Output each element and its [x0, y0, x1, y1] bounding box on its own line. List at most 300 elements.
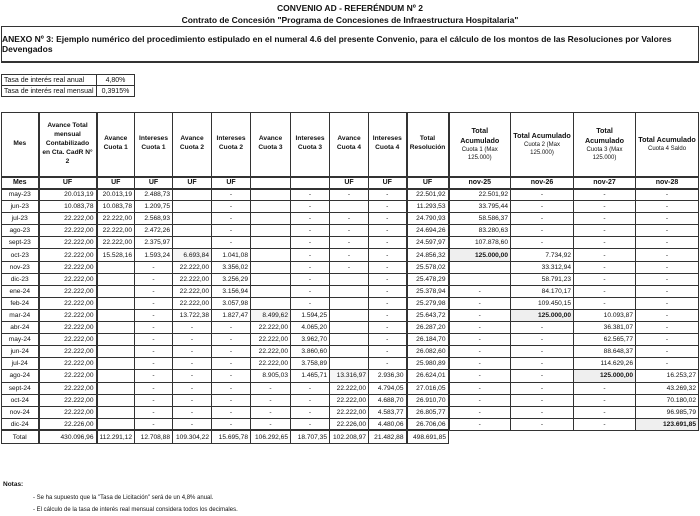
- unit-cell: UF: [39, 177, 97, 189]
- value-cell: 22.222,00: [330, 382, 369, 394]
- value-cell: 26.805,77: [407, 406, 449, 418]
- value-cell: -: [369, 213, 407, 225]
- table-row: [2, 237, 699, 249]
- annex-text: ANEXO Nº 3: Ejemplo numérico del procedimiento estipulado en el numeral 4.6 del presente Convenio, para el cálculo de los montos de las Resoluciones por Valores Devengados: [2, 34, 672, 54]
- value-cell: -: [449, 285, 511, 297]
- value-cell: 22.222,00: [251, 322, 291, 334]
- value-cell: 11.293,53: [407, 201, 449, 213]
- value-cell: -: [574, 285, 636, 297]
- value-cell: 8.499,62: [251, 309, 291, 321]
- column-header: [291, 113, 330, 177]
- value-cell: -: [291, 297, 330, 309]
- value-cell: 2.568,93: [135, 213, 173, 225]
- value-cell: [251, 201, 291, 213]
- value-cell: 24.694,26: [407, 225, 449, 237]
- value-cell: 22.222,00: [173, 285, 212, 297]
- value-cell: -: [330, 189, 369, 201]
- value-cell: 25.578,02: [407, 261, 449, 273]
- rate-row-monthly: [2, 86, 135, 97]
- total-value: 498.691,85: [407, 430, 449, 443]
- value-cell: 1.594,25: [291, 309, 330, 321]
- column-header-title: Mes: [13, 139, 27, 147]
- column-header-title: Avance Cuota 2: [179, 135, 205, 152]
- value-cell: -: [369, 261, 407, 273]
- value-cell: -: [636, 273, 699, 285]
- column-header-title: Avance Cuota 4: [336, 135, 362, 152]
- value-cell: 3.156,94: [212, 285, 251, 297]
- value-cell: 2.375,97: [135, 237, 173, 249]
- unit-cell: nov-26: [511, 177, 574, 189]
- column-header-title: Intereses Cuota 1: [139, 135, 168, 152]
- value-cell: 22.226,00: [330, 418, 369, 430]
- value-cell: 3.758,89: [291, 358, 330, 370]
- value-cell: -: [330, 249, 369, 261]
- value-cell: -: [574, 382, 636, 394]
- column-header-title: Intereses Cuota 3: [295, 135, 325, 152]
- value-cell: -: [511, 346, 574, 358]
- document-title: CONVENIO AD - REFERÉNDUM Nº 2: [277, 3, 423, 13]
- value-cell: -: [511, 394, 574, 406]
- table-row: [2, 201, 699, 213]
- table-row: [2, 418, 699, 430]
- value-cell: -: [636, 249, 699, 261]
- value-cell: -: [135, 358, 173, 370]
- value-cell: [251, 297, 291, 309]
- value-cell: -: [636, 334, 699, 346]
- value-cell: -: [369, 358, 407, 370]
- value-cell: 20.013,19: [97, 189, 135, 201]
- value-cell: [97, 334, 135, 346]
- value-cell: 22.222,00: [39, 273, 97, 285]
- rate-value: 0,3915%: [97, 86, 135, 97]
- value-cell: -: [291, 418, 330, 430]
- value-cell: -: [251, 418, 291, 430]
- value-cell: 62.565,77: [574, 334, 636, 346]
- month-cell: oct-23: [2, 249, 39, 261]
- value-cell: -: [135, 346, 173, 358]
- value-cell: -: [636, 322, 699, 334]
- value-cell: 1.827,47: [212, 309, 251, 321]
- value-cell: -: [173, 358, 212, 370]
- value-cell: -: [369, 322, 407, 334]
- value-cell: [97, 285, 135, 297]
- value-cell: -: [135, 322, 173, 334]
- total-value: 109.304,22: [173, 430, 212, 443]
- month-cell: abr-24: [2, 322, 39, 334]
- value-cell: 3.057,98: [212, 297, 251, 309]
- value-cell: -: [212, 370, 251, 382]
- value-cell: 25.378,94: [407, 285, 449, 297]
- value-cell: 26.706,06: [407, 418, 449, 430]
- value-cell: -: [636, 285, 699, 297]
- value-cell: 3.356,02: [212, 261, 251, 273]
- column-header: [2, 113, 39, 177]
- value-cell: [97, 261, 135, 273]
- column-header: [39, 113, 97, 177]
- value-cell: -: [212, 406, 251, 418]
- value-cell: 33.795,44: [449, 201, 511, 213]
- column-header: [135, 113, 173, 177]
- empty-cell: [574, 430, 636, 443]
- table-row: [2, 346, 699, 358]
- value-cell: 22.222,00: [330, 394, 369, 406]
- column-header: [369, 113, 407, 177]
- value-cell: 43.269,32: [636, 382, 699, 394]
- value-cell: -: [291, 237, 330, 249]
- empty-cell: [511, 430, 574, 443]
- column-header-title: Total Acumulado: [584, 126, 625, 146]
- unit-cell: UF: [212, 177, 251, 189]
- value-cell: 22.222,00: [39, 225, 97, 237]
- value-cell: -: [574, 418, 636, 430]
- value-cell: -: [330, 237, 369, 249]
- month-cell: oct-24: [2, 394, 39, 406]
- value-cell: -: [135, 370, 173, 382]
- value-cell: -: [511, 322, 574, 334]
- value-cell: 25.980,89: [407, 358, 449, 370]
- column-header-title: Avance Cuota 3: [258, 135, 283, 152]
- unit-cell: UF: [135, 177, 173, 189]
- column-header-title: Total Acumulado: [513, 131, 571, 141]
- value-cell: [97, 382, 135, 394]
- month-cell: sept-23: [2, 237, 39, 249]
- empty-cell: [449, 430, 511, 443]
- month-cell: nov-24: [2, 406, 39, 418]
- unit-cell: UF: [173, 177, 212, 189]
- value-cell: [173, 225, 212, 237]
- value-cell: -: [369, 273, 407, 285]
- unit-cell: UF: [369, 177, 407, 189]
- month-cell: sept-24: [2, 382, 39, 394]
- month-cell: may-23: [2, 189, 39, 201]
- value-cell: -: [291, 394, 330, 406]
- value-cell: 10.093,87: [574, 309, 636, 321]
- value-cell: -: [212, 346, 251, 358]
- value-cell: -: [511, 189, 574, 201]
- value-cell: 24.856,32: [407, 249, 449, 261]
- value-cell: [449, 273, 511, 285]
- value-cell: [330, 334, 369, 346]
- document-subtitle: Contrato de Concesión "Programa de Concesiones de Infraestructura Hospitalaria": [181, 15, 519, 25]
- value-cell: 4.794,05: [369, 382, 407, 394]
- value-cell: [97, 358, 135, 370]
- value-cell: -: [574, 249, 636, 261]
- value-cell: -: [173, 346, 212, 358]
- unit-cell: nov-28: [636, 177, 699, 189]
- value-cell: 10.083,78: [39, 201, 97, 213]
- value-cell: [251, 213, 291, 225]
- value-cell: 22.222,00: [39, 346, 97, 358]
- value-cell: [449, 261, 511, 273]
- value-cell: -: [251, 406, 291, 418]
- value-cell: 26.082,60: [407, 346, 449, 358]
- rate-row-annual: [2, 75, 135, 86]
- value-cell: -: [574, 297, 636, 309]
- value-cell: 125.000,00: [574, 370, 636, 382]
- value-cell: 10.083,78: [97, 201, 135, 213]
- total-value: 12.708,88: [135, 430, 173, 443]
- value-cell: -: [449, 309, 511, 321]
- value-cell: -: [291, 213, 330, 225]
- value-cell: [330, 309, 369, 321]
- value-cell: -: [135, 418, 173, 430]
- table-row: [2, 382, 699, 394]
- column-header: [449, 113, 511, 177]
- month-cell: jul-23: [2, 213, 39, 225]
- value-cell: -: [449, 406, 511, 418]
- value-cell: -: [449, 382, 511, 394]
- value-cell: [251, 225, 291, 237]
- value-cell: 84.170,17: [511, 285, 574, 297]
- value-cell: -: [330, 213, 369, 225]
- column-header-title: Total Resolución: [409, 135, 446, 152]
- value-cell: 22.222,00: [97, 213, 135, 225]
- value-cell: 22.222,00: [251, 334, 291, 346]
- value-cell: 96.985,79: [636, 406, 699, 418]
- units-row: [2, 177, 699, 189]
- value-cell: [173, 237, 212, 249]
- value-cell: -: [369, 285, 407, 297]
- value-cell: -: [212, 213, 251, 225]
- unit-cell: nov-25: [449, 177, 511, 189]
- table-row: [2, 285, 699, 297]
- value-cell: [251, 273, 291, 285]
- unit-cell: UF: [330, 177, 369, 189]
- value-cell: 4.688,70: [369, 394, 407, 406]
- value-cell: -: [511, 201, 574, 213]
- value-cell: 6.693,84: [173, 249, 212, 261]
- total-label: Total: [2, 430, 39, 443]
- value-cell: 24.597,97: [407, 237, 449, 249]
- value-cell: -: [369, 249, 407, 261]
- value-cell: 4.065,20: [291, 322, 330, 334]
- value-cell: -: [636, 309, 699, 321]
- value-cell: -: [369, 309, 407, 321]
- value-cell: -: [636, 201, 699, 213]
- value-cell: -: [135, 394, 173, 406]
- value-cell: -: [636, 213, 699, 225]
- value-cell: 107.878,60: [449, 237, 511, 249]
- value-cell: 22.222,00: [39, 261, 97, 273]
- value-cell: 25.478,29: [407, 273, 449, 285]
- value-cell: -: [636, 237, 699, 249]
- month-cell: may-24: [2, 334, 39, 346]
- table-row: [2, 370, 699, 382]
- note-item: - Se ha supuesto que la "Tasa de Licitación" será de un 4,8% anual.: [33, 495, 214, 501]
- column-header: [511, 113, 574, 177]
- unit-cell: Mes: [2, 177, 39, 189]
- value-cell: 22.222,00: [330, 406, 369, 418]
- value-cell: -: [212, 189, 251, 201]
- value-cell: 22.222,00: [251, 346, 291, 358]
- month-cell: mar-24: [2, 309, 39, 321]
- total-value: 21.482,88: [369, 430, 407, 443]
- value-cell: -: [449, 370, 511, 382]
- month-cell: dic-24: [2, 418, 39, 430]
- value-cell: -: [574, 394, 636, 406]
- value-cell: 22.222,00: [173, 261, 212, 273]
- value-cell: 26.624,01: [407, 370, 449, 382]
- unit-cell: [251, 177, 291, 189]
- value-cell: 125.000,00: [511, 309, 574, 321]
- value-cell: 22.501,92: [407, 189, 449, 201]
- value-cell: 22.222,00: [39, 358, 97, 370]
- value-cell: -: [173, 370, 212, 382]
- value-cell: [330, 322, 369, 334]
- month-cell: jun-24: [2, 346, 39, 358]
- value-cell: -: [212, 382, 251, 394]
- column-header-title: Intereses Cuota 4: [372, 135, 402, 152]
- value-cell: 3.256,29: [212, 273, 251, 285]
- column-header-title: Avance Total mensual Contabilizado en Cta. CadR N° 2: [42, 122, 93, 165]
- column-header-subtitle: Cuota 1 (Max 125.000): [461, 146, 498, 161]
- value-cell: 4.480,06: [369, 418, 407, 430]
- value-cell: -: [449, 394, 511, 406]
- table-row: [2, 309, 699, 321]
- value-cell: -: [212, 322, 251, 334]
- value-cell: -: [135, 382, 173, 394]
- unit-cell: UF: [97, 177, 135, 189]
- table-row: [2, 189, 699, 201]
- value-cell: 20.013,19: [39, 189, 97, 201]
- value-cell: -: [291, 189, 330, 201]
- value-cell: 22.501,92: [449, 189, 511, 201]
- month-cell: feb-24: [2, 297, 39, 309]
- value-cell: -: [369, 346, 407, 358]
- month-cell: dic-23: [2, 273, 39, 285]
- value-cell: -: [511, 418, 574, 430]
- column-header-row: [2, 113, 699, 177]
- column-header-subtitle: Cuota 3 (Max 125.000): [586, 146, 623, 161]
- value-cell: -: [173, 322, 212, 334]
- value-cell: -: [369, 297, 407, 309]
- month-cell: ago-23: [2, 225, 39, 237]
- value-cell: [330, 201, 369, 213]
- value-cell: -: [135, 285, 173, 297]
- value-cell: -: [449, 418, 511, 430]
- table-row: [2, 261, 699, 273]
- value-cell: -: [511, 370, 574, 382]
- value-cell: [251, 237, 291, 249]
- value-cell: -: [369, 225, 407, 237]
- value-cell: -: [636, 346, 699, 358]
- value-cell: 114.629,26: [574, 358, 636, 370]
- value-cell: 3.962,70: [291, 334, 330, 346]
- value-cell: -: [636, 261, 699, 273]
- value-cell: 16.253,27: [636, 370, 699, 382]
- value-cell: 33.312,94: [511, 261, 574, 273]
- column-header: [97, 113, 135, 177]
- value-cell: -: [291, 382, 330, 394]
- month-cell: jul-24: [2, 358, 39, 370]
- value-cell: 22.222,00: [39, 285, 97, 297]
- value-cell: -: [449, 297, 511, 309]
- value-cell: 22.222,00: [39, 297, 97, 309]
- value-cell: 2.936,30: [369, 370, 407, 382]
- value-cell: [330, 297, 369, 309]
- value-cell: -: [636, 358, 699, 370]
- value-cell: [97, 394, 135, 406]
- column-header: [251, 113, 291, 177]
- value-cell: -: [291, 273, 330, 285]
- value-cell: [97, 406, 135, 418]
- value-cell: -: [574, 225, 636, 237]
- value-cell: 22.222,00: [39, 309, 97, 321]
- value-cell: -: [449, 358, 511, 370]
- rate-value: 4,80%: [97, 75, 135, 86]
- value-cell: -: [636, 225, 699, 237]
- value-cell: 22.222,00: [39, 382, 97, 394]
- total-value: 102.208,97: [330, 430, 369, 443]
- total-value: 106.292,65: [251, 430, 291, 443]
- table-row: [2, 297, 699, 309]
- value-cell: -: [173, 334, 212, 346]
- value-cell: [251, 261, 291, 273]
- value-cell: [97, 297, 135, 309]
- value-cell: -: [574, 201, 636, 213]
- value-cell: -: [251, 394, 291, 406]
- value-cell: 13.722,38: [173, 309, 212, 321]
- value-cell: 26.287,20: [407, 322, 449, 334]
- value-cell: [97, 370, 135, 382]
- value-cell: 22.222,00: [173, 273, 212, 285]
- value-cell: -: [173, 418, 212, 430]
- value-cell: 25.279,98: [407, 297, 449, 309]
- value-cell: 1.209,75: [135, 201, 173, 213]
- value-cell: 26.184,70: [407, 334, 449, 346]
- value-cell: 24.790,93: [407, 213, 449, 225]
- month-cell: nov-23: [2, 261, 39, 273]
- total-value: 18.707,35: [291, 430, 330, 443]
- value-cell: -: [574, 213, 636, 225]
- value-cell: 22.222,00: [39, 370, 97, 382]
- interest-rates-table: [1, 74, 135, 97]
- value-cell: -: [291, 249, 330, 261]
- value-cell: -: [511, 237, 574, 249]
- total-value: 430.096,96: [39, 430, 97, 443]
- value-cell: -: [173, 406, 212, 418]
- value-cell: -: [135, 261, 173, 273]
- value-cell: -: [212, 418, 251, 430]
- rate-label: Tasa de interés real anual: [2, 75, 97, 86]
- value-cell: [251, 249, 291, 261]
- value-cell: -: [574, 406, 636, 418]
- value-cell: [330, 273, 369, 285]
- month-cell: jun-23: [2, 201, 39, 213]
- value-cell: 22.222,00: [97, 225, 135, 237]
- notes-title: Notas:: [3, 481, 24, 488]
- column-header-subtitle: Cuota 2 (Max 125.000): [524, 142, 561, 157]
- value-cell: 1.041,08: [212, 249, 251, 261]
- value-cell: 22.222,00: [39, 322, 97, 334]
- value-cell: -: [449, 346, 511, 358]
- value-cell: [330, 285, 369, 297]
- value-cell: 1.593,24: [135, 249, 173, 261]
- value-cell: -: [173, 394, 212, 406]
- totals-row: [2, 430, 699, 443]
- value-cell: -: [291, 285, 330, 297]
- value-cell: -: [369, 237, 407, 249]
- value-cell: [97, 309, 135, 321]
- column-header: [574, 113, 636, 177]
- table-row: [2, 249, 699, 261]
- value-cell: 70.180,02: [636, 394, 699, 406]
- table-row: [2, 322, 699, 334]
- value-cell: 22.222,00: [39, 213, 97, 225]
- value-cell: -: [212, 201, 251, 213]
- value-cell: -: [330, 225, 369, 237]
- value-cell: 2.488,73: [135, 189, 173, 201]
